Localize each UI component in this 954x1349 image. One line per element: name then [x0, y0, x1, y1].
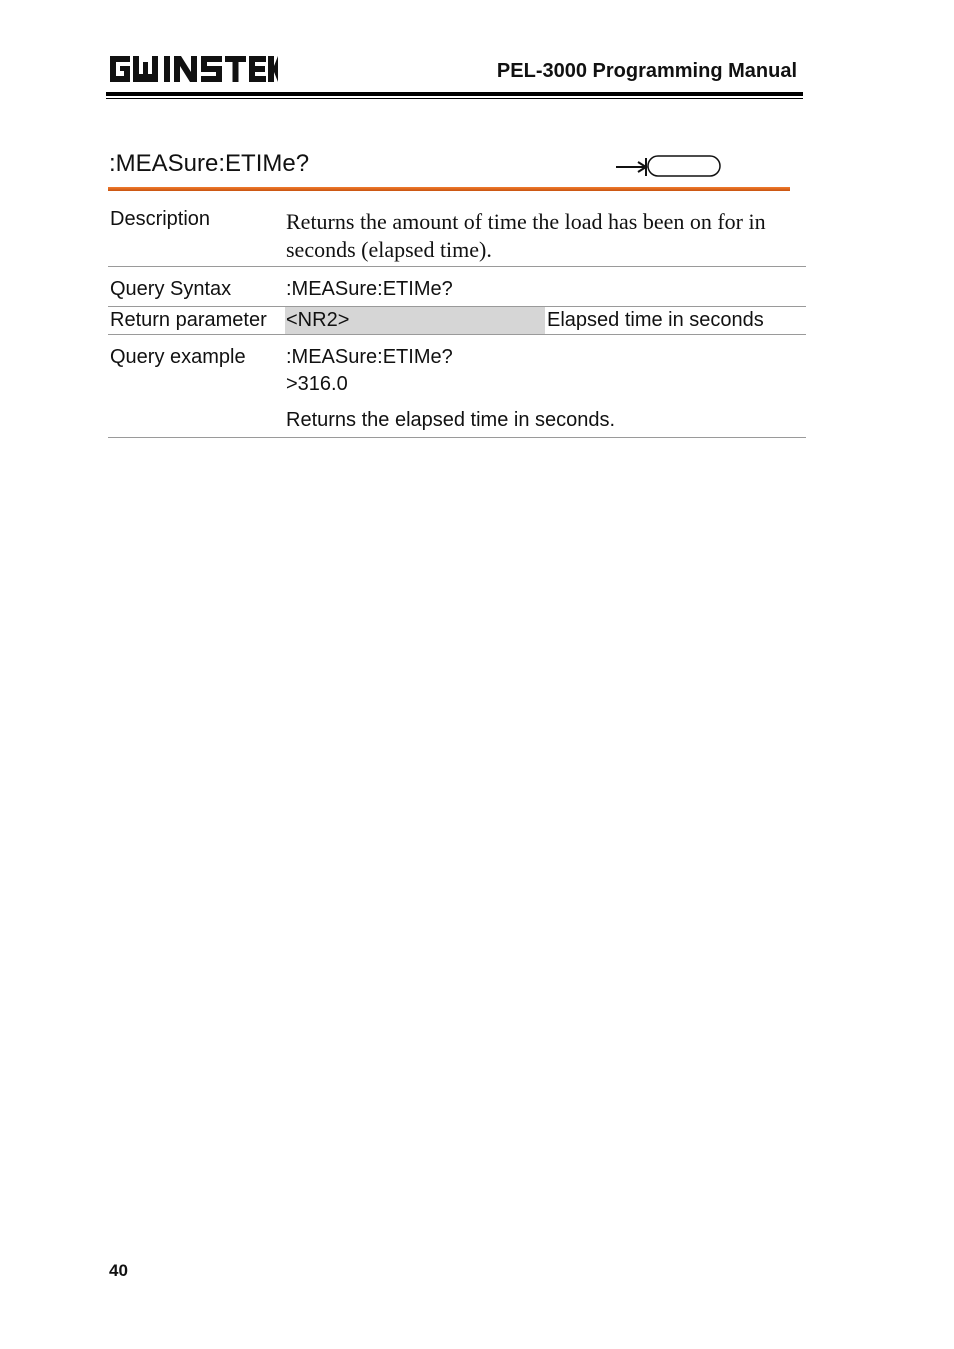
description-text: Returns the amount of time the load has been on for in seconds (elapsed time).	[286, 209, 766, 262]
section-rule	[108, 187, 790, 191]
return-parameter-desc: Elapsed time in seconds	[547, 309, 764, 331]
return-parameter-type: <NR2>	[286, 309, 350, 331]
description-label: Description	[110, 208, 211, 230]
gw-instek-logo	[108, 54, 278, 84]
query-example-label: Query example	[110, 346, 246, 368]
query-syntax-label: Query Syntax	[110, 278, 232, 300]
query-example-response: >316.0	[286, 373, 348, 395]
query-example-command: :MEASure:ETIMe?	[286, 346, 453, 368]
header-rule-thin	[106, 98, 803, 99]
return-parameter-label: Return parameter	[110, 309, 267, 331]
command-heading: :MEASure:ETIMe?	[109, 150, 310, 177]
query-syntax-value: :MEASure:ETIMe?	[286, 278, 453, 300]
page-number: 40	[109, 1261, 128, 1280]
row-divider	[108, 437, 806, 438]
header-rule	[106, 92, 803, 96]
row-divider	[108, 334, 806, 335]
manual-title: PEL-3000 Programming Manual	[496, 60, 797, 82]
query-arrow-icon	[614, 154, 724, 180]
query-example-note: Returns the elapsed time in seconds.	[286, 409, 616, 431]
row-divider	[108, 266, 806, 267]
